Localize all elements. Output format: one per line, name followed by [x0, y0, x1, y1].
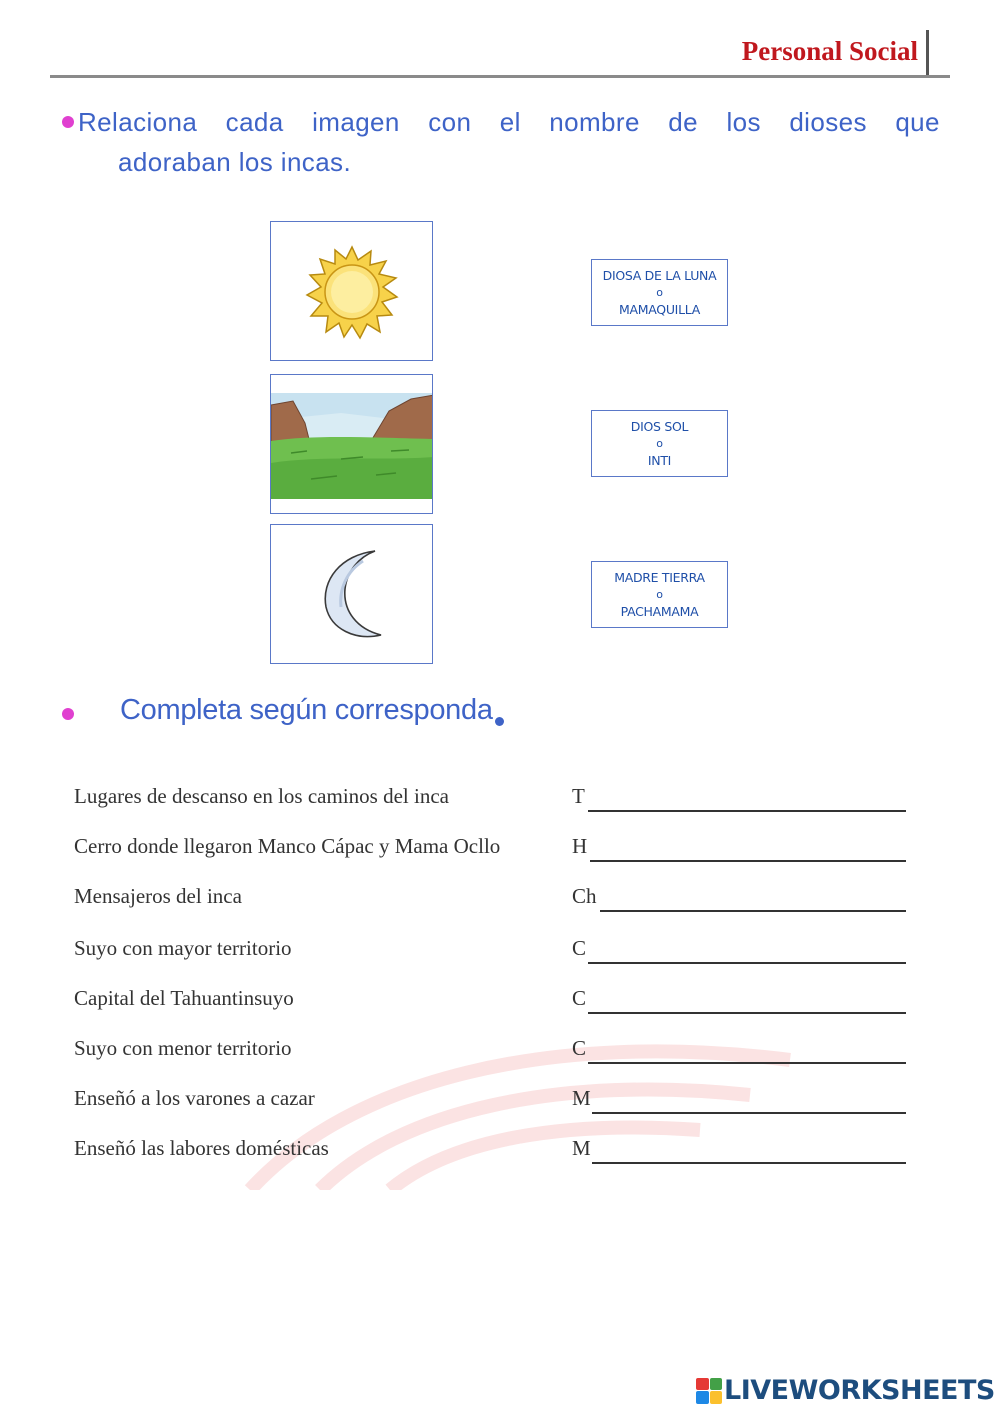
- moon-icon: [271, 525, 433, 664]
- answer-blank[interactable]: [600, 910, 906, 912]
- instruction-word: dioses: [789, 107, 867, 137]
- match-image-moon[interactable]: [270, 524, 433, 664]
- period-dot: [495, 717, 504, 726]
- answer-prefix: T: [572, 784, 585, 808]
- question-text: Enseñó a los varones a cazar: [74, 1086, 315, 1110]
- instruction-word: Relaciona: [78, 107, 198, 137]
- answer-prefix: Ch: [572, 884, 597, 908]
- instruction-word: con: [428, 107, 472, 137]
- fill-in-row: [74, 1136, 914, 1166]
- fill-in-row: [74, 1086, 914, 1116]
- fill-in-row: [74, 834, 914, 864]
- fill-in-row: [74, 936, 914, 966]
- god-name-or: o: [656, 587, 663, 601]
- fill-in-row: [74, 784, 914, 814]
- instruction-word: de: [668, 107, 698, 137]
- bullet-icon: [62, 708, 74, 720]
- answer-prefix: C: [572, 986, 587, 1010]
- logo-square: [710, 1378, 723, 1391]
- answer-blank[interactable]: [588, 1012, 906, 1014]
- instruction-word: los: [726, 107, 761, 137]
- answer-prefix: M: [572, 1086, 591, 1110]
- question-text: Mensajeros del inca: [74, 884, 242, 908]
- instruction-line-2: adoraban los incas.: [118, 147, 352, 177]
- instruction-word: nombre: [549, 107, 640, 137]
- answer-blank[interactable]: [592, 1112, 906, 1114]
- god-name-box-mamaquilla[interactable]: [591, 259, 728, 326]
- question-text: Suyo con mayor territorio: [74, 936, 292, 960]
- god-name-line: PACHAMAMA: [620, 603, 699, 619]
- question-text: Lugares de descanso en los caminos del inca: [74, 784, 449, 808]
- landscape-icon: [271, 375, 433, 514]
- logo-square: [696, 1378, 709, 1391]
- god-name-or: o: [656, 436, 663, 450]
- answer-blank[interactable]: [588, 962, 906, 964]
- answer-prefix: C: [572, 936, 587, 960]
- god-name-line: DIOS SOL: [630, 418, 689, 434]
- question-text: Suyo con menor territorio: [74, 1036, 292, 1060]
- instruction-word: imagen: [312, 107, 400, 137]
- fill-in-row: [74, 884, 914, 914]
- god-name-or: o: [656, 285, 663, 299]
- god-name-box-pachamama[interactable]: [591, 561, 728, 628]
- bullet-icon: [62, 116, 74, 128]
- answer-prefix: H: [572, 834, 588, 858]
- page-title: Personal Social: [741, 36, 918, 66]
- instruction-complete: Completa según corresponda: [120, 694, 493, 726]
- instruction-word: cada: [225, 107, 284, 137]
- question-text: Capital del Tahuantinsuyo: [74, 986, 294, 1010]
- god-name-line: DIOSA DE LA LUNA: [602, 267, 717, 283]
- answer-blank[interactable]: [588, 810, 906, 812]
- fill-in-row: [74, 1036, 914, 1066]
- header-divider: [926, 30, 929, 76]
- god-name-box-inti[interactable]: [591, 410, 728, 477]
- header-rule: [50, 75, 950, 78]
- match-image-sun[interactable]: [270, 221, 433, 361]
- answer-blank[interactable]: [590, 860, 906, 862]
- logo-mark-icon: [696, 1378, 722, 1404]
- liveworksheets-logo[interactable]: [696, 1375, 995, 1406]
- answer-prefix: C: [572, 1036, 587, 1060]
- sun-icon: [271, 222, 433, 361]
- instruction-match: [78, 102, 940, 182]
- logo-square: [696, 1391, 709, 1404]
- answer-blank[interactable]: [592, 1162, 906, 1164]
- question-text: Enseñó las labores domésticas: [74, 1136, 329, 1160]
- god-name-line: MAMAQUILLA: [619, 301, 700, 317]
- fill-in-row: [74, 986, 914, 1016]
- god-name-line: INTI: [647, 452, 672, 468]
- instruction-word: que: [895, 107, 940, 137]
- question-text: Cerro donde llegaron Manco Cápac y Mama Ocllo: [74, 834, 501, 858]
- match-image-landscape[interactable]: [270, 374, 433, 514]
- logo-square: [710, 1391, 723, 1404]
- god-name-line: MADRE TIERRA: [614, 569, 705, 585]
- answer-prefix: M: [572, 1136, 591, 1160]
- instruction-word: el: [499, 107, 521, 137]
- answer-blank[interactable]: [588, 1062, 906, 1064]
- logo-text: LIVEWORKSHEETS: [724, 1375, 995, 1406]
